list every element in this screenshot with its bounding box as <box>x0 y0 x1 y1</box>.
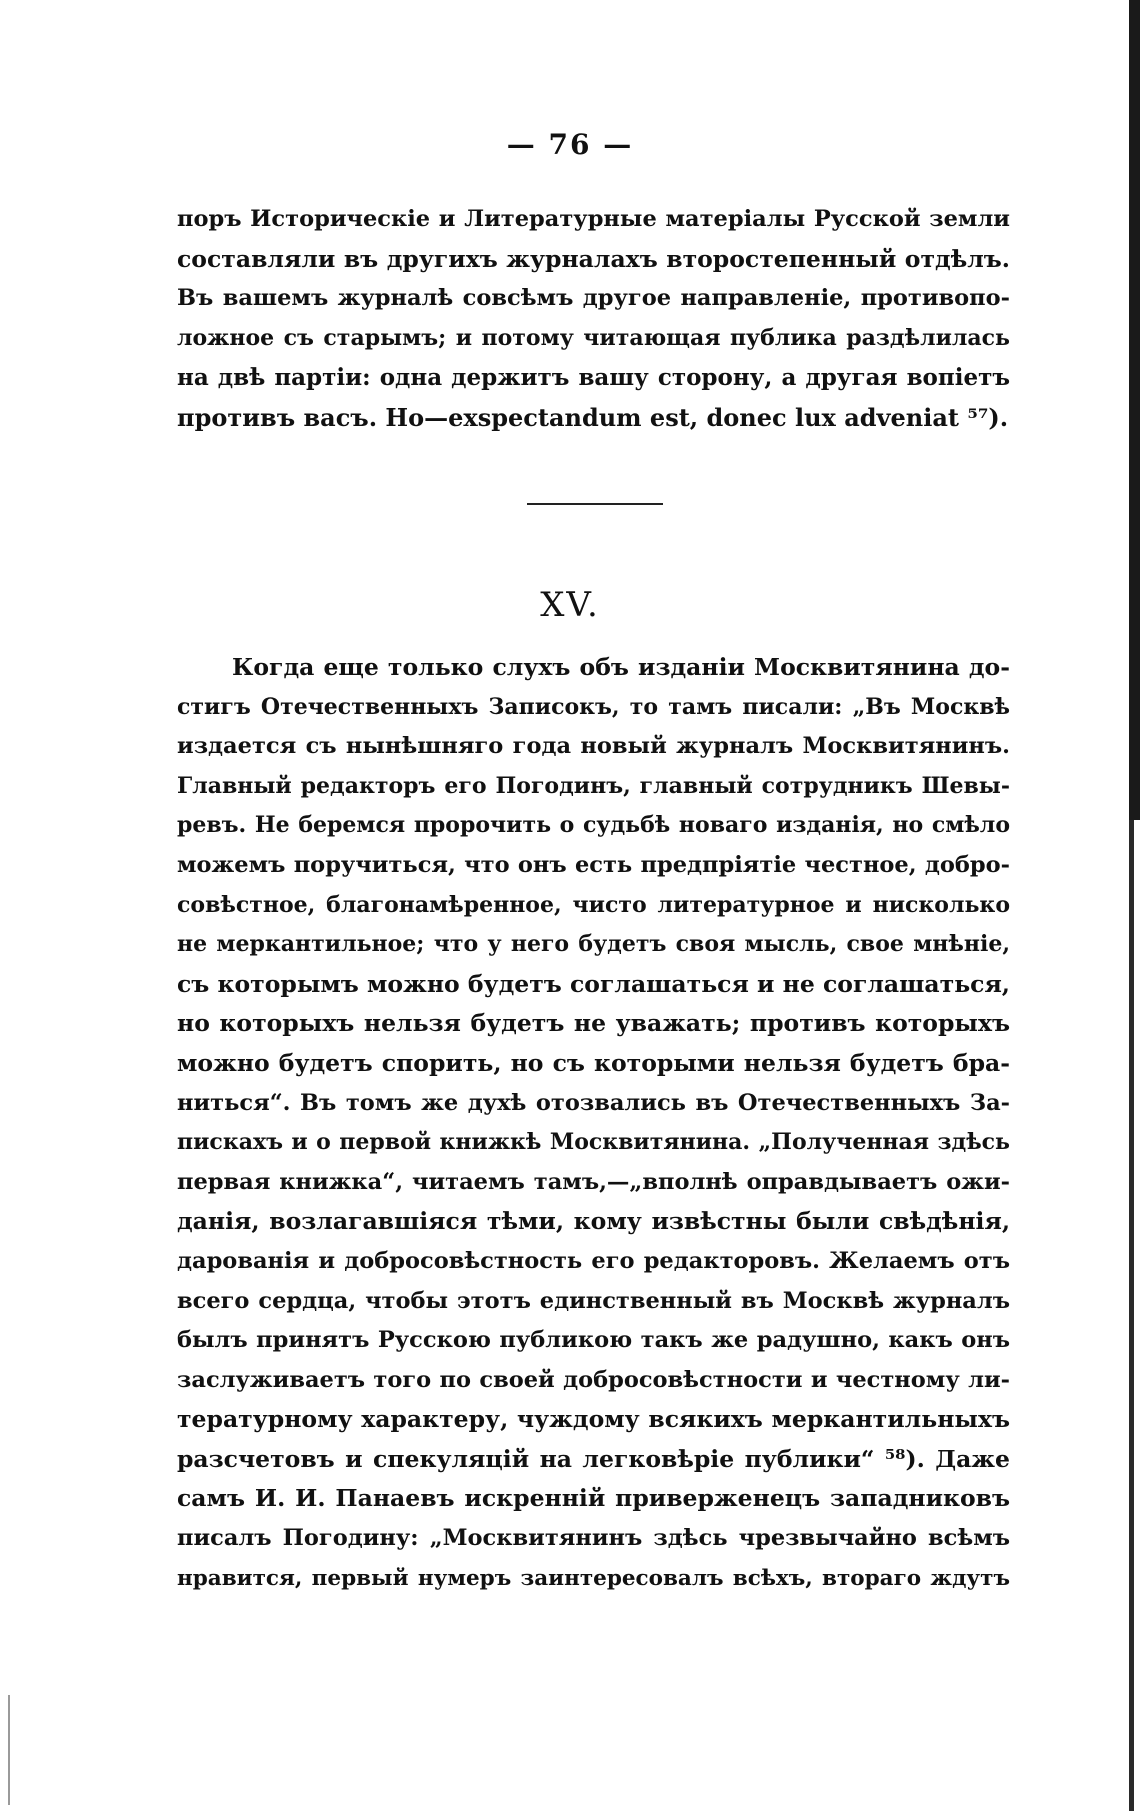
section-heading: XV. <box>540 585 600 625</box>
text-line: ниться“. Въ томъ же духѣ отозвались въ Отечественныхъ За- <box>177 1089 1010 1116</box>
text-line: разсчетовъ и спекуляцій на легковѣріе публики“ ⁵⁸). Даже <box>177 1444 1010 1473</box>
text-line: на двѣ партіи: одна держитъ вашу сторону, а другая вопіетъ <box>177 364 1010 392</box>
text-line: можно будетъ спорить, но съ которыми нельзя будетъ бра- <box>177 1048 1010 1077</box>
text-line: стигъ Отечественныхъ Записокъ, то тамъ писали: „Въ Москвѣ <box>177 693 1010 720</box>
text-line: противъ васъ. Но—exspectandum est, donec lux adveniat ⁵⁷). <box>177 402 1009 432</box>
text-line: можемъ поручиться, что онъ есть предпріятіе честное, добро- <box>177 851 1010 878</box>
page-edge-shadow-lower <box>1129 820 1134 1811</box>
text-line: Главный редакторъ его Погодинъ, главный сотрудникъ Шевы- <box>177 772 1010 799</box>
text-line: дарованія и добросовѣстность его редакторовъ. Желаемъ отъ <box>177 1247 1010 1274</box>
section-divider <box>527 503 663 505</box>
text-line: Въ вашемъ журналѣ совсѣмъ другое направленіе, противопо- <box>177 285 1010 312</box>
text-line: нравится, первый нумеръ заинтересовалъ всѣхъ, втораго ждутъ <box>177 1565 1010 1591</box>
paragraph-two <box>177 648 1010 1598</box>
text-line: первая книжка“, читаемъ тамъ,—„вполнѣ оправдываетъ ожи- <box>177 1168 1010 1195</box>
text-line: всего сердца, чтобы этотъ единственный въ Москвѣ журналъ <box>177 1287 1010 1314</box>
paragraph-one <box>177 200 1010 438</box>
text-line: составляли въ другихъ журналахъ второстепенный отдѣлъ. <box>177 244 1010 273</box>
text-line: издается съ нынѣшняго года новый журналъ Москвитянинъ. <box>177 733 1010 760</box>
text-line: съ которымъ можно будетъ соглашаться и не соглашаться, <box>177 969 1010 998</box>
text-line: ревъ. Не беремся пророчить о судьбѣ новаго изданія, но смѣло <box>177 812 1010 839</box>
text-line: пискахъ и о первой книжкѣ Москвитянина. „Полученная здѣсь <box>177 1129 1010 1156</box>
page-edge-shadow <box>1129 0 1140 820</box>
text-line: не меркантильное; что у него будетъ своя мысль, свое мнѣніе, <box>177 931 1010 958</box>
text-line: но которыхъ нельзя будетъ не уважать; противъ которыхъ <box>177 1009 1010 1038</box>
text-line: былъ принятъ Русскою публикою такъ же радушно, какъ онъ <box>177 1327 1010 1354</box>
text-line: ложное съ старымъ; и потому читающая публика раздѣлилась <box>177 324 1010 351</box>
text-line: писалъ Погодину: „Москвитянинъ здѣсь чрезвычайно всѣмъ <box>177 1525 1010 1552</box>
text-line: тературному характеру, чуждому всякихъ меркантильныхъ <box>177 1405 1010 1434</box>
scan-margin-mark <box>8 1695 10 1805</box>
text-line: самъ И. И. Панаевъ искренній приверженецъ западниковъ <box>177 1484 1010 1513</box>
text-line: совѣстное, благонамѣренное, чисто литературное и нисколько <box>177 891 1010 918</box>
page-number: — 76 — <box>506 128 634 161</box>
text-line: заслуживаетъ того по своей добросовѣстности и честному ли- <box>177 1366 1010 1393</box>
text-line: поръ Историческіе и Литературные матеріалы Русской земли <box>177 206 1010 232</box>
text-line: Когда еще только слухъ объ изданіи Москвитянина до- <box>232 653 1010 681</box>
text-line: данія, возлагавшіяся тѣми, кому извѣстны были свѣдѣнія, <box>177 1207 1010 1236</box>
